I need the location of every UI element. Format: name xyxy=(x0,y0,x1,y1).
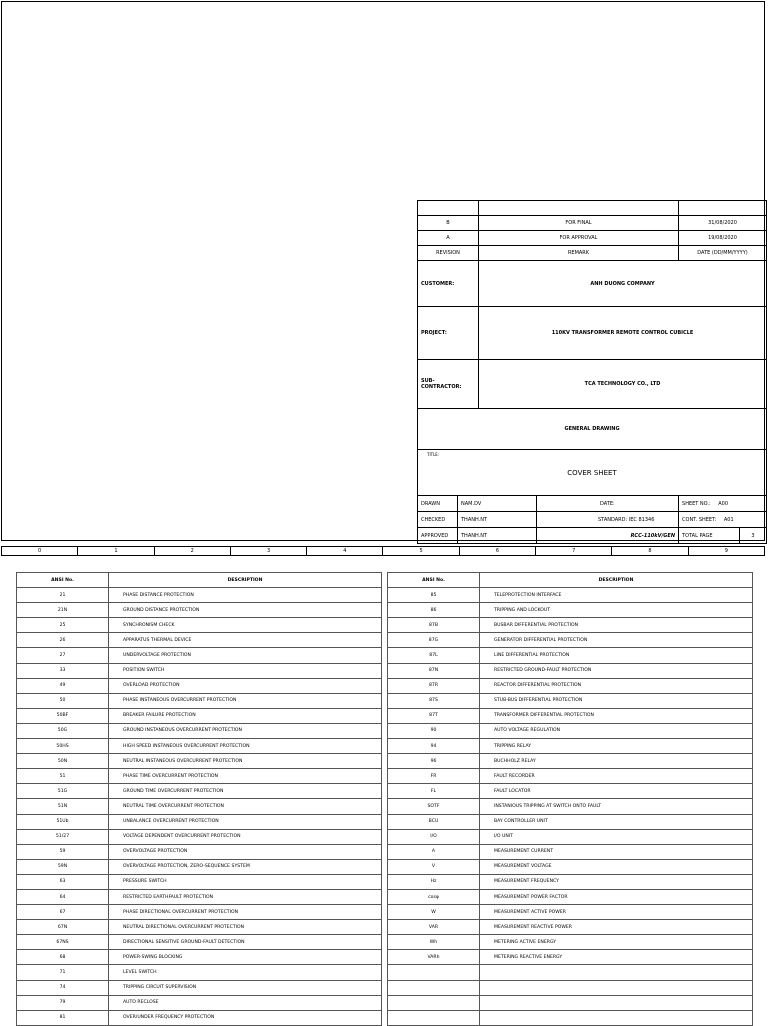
table-row xyxy=(17,708,382,723)
table-row xyxy=(388,1010,753,1025)
ansi-description: MEASUREMENT FREQUENCY xyxy=(480,874,753,889)
sheet-no: SHEET NO.: A00 xyxy=(679,496,767,512)
table-row xyxy=(17,588,382,603)
ansi-code: 68 xyxy=(17,950,109,965)
drawn-name: NAM.DV xyxy=(458,496,537,512)
ansi-code: 87G xyxy=(388,633,480,648)
ansi-code: Wh xyxy=(388,935,480,950)
drawing-title: COVER SHEET xyxy=(567,468,617,477)
revision-row xyxy=(418,201,767,216)
table-row xyxy=(388,889,753,904)
ansi-code: 67N xyxy=(17,920,109,935)
ansi-description xyxy=(480,1010,753,1025)
ruler-cell: 5 xyxy=(383,547,459,556)
ansi-code xyxy=(388,1010,480,1025)
ansi-description: UNDERVOLTAGE PROTECTION xyxy=(109,648,382,663)
table-row xyxy=(388,723,753,738)
ansi-description: OVERVOLTAGE PROTECTION, ZERO-SEQUENCE SYSTEM xyxy=(109,859,382,874)
ansi-code: 87R xyxy=(388,678,480,693)
customer-label: CUSTOMER: xyxy=(418,261,479,307)
ruler-cell: 4 xyxy=(307,547,383,556)
table-row xyxy=(388,874,753,889)
revision-row xyxy=(418,216,767,231)
drawing-code: RCC-110kV/GEN xyxy=(537,528,679,544)
revision-row xyxy=(418,231,767,246)
table-row xyxy=(17,950,382,965)
ansi-description: LEVEL SWITCH xyxy=(109,965,382,980)
ansi-description xyxy=(480,995,753,1010)
ansi-description: PHASE DISTANCE PROTECTION xyxy=(109,588,382,603)
table-row xyxy=(388,739,753,754)
ansi-code: SOTF xyxy=(388,799,480,814)
table-row xyxy=(17,693,382,708)
table-row xyxy=(388,935,753,950)
subcontractor-name: TCA TECHNOLOGY CO., LTD xyxy=(479,360,767,409)
table-row xyxy=(17,965,382,980)
ansi-description: OVER/UNDER FREQUENCY PROTECTION xyxy=(109,1010,382,1025)
ansi-code: 85 xyxy=(388,588,480,603)
ansi-description: BUCHHOLZ RELAY xyxy=(480,754,753,769)
ansi-code: 59N xyxy=(17,859,109,874)
ansi-code: VAR xyxy=(388,920,480,935)
table-row xyxy=(388,663,753,678)
ansi-code: 33 xyxy=(17,663,109,678)
ansi-table-left xyxy=(16,572,382,1026)
ansi-description: TRANSFORMER DIFFERENTIAL PROTECTION xyxy=(480,708,753,723)
revision-header-row xyxy=(418,246,767,261)
total-page-value: 3 xyxy=(740,528,767,544)
ansi-code: Hz xyxy=(388,874,480,889)
ansi-description: PHASE DIRECTIONAL OVERCURRENT PROTECTION xyxy=(109,905,382,920)
table-row xyxy=(17,723,382,738)
table-row xyxy=(17,618,382,633)
table-row xyxy=(17,648,382,663)
ansi-code: 51/27 xyxy=(17,829,109,844)
ansi-code: 50 xyxy=(17,693,109,708)
ansi-description: AUTO VOLTAGE REGULATION xyxy=(480,723,753,738)
table-row xyxy=(388,784,753,799)
ansi-description: PRESSURE SWITCH xyxy=(109,874,382,889)
ansi-code: 74 xyxy=(17,980,109,995)
ansi-code: 50HS xyxy=(17,739,109,754)
ansi-code: 87N xyxy=(388,663,480,678)
ansi-code: W xyxy=(388,905,480,920)
ansi-description xyxy=(480,965,753,980)
table-row xyxy=(17,663,382,678)
table-row xyxy=(17,905,382,920)
ansi-description: TELEPROTECTION INTERFACE xyxy=(480,588,753,603)
ansi-description: GENERATOR DIFFERENTIAL PROTECTION xyxy=(480,633,753,648)
table-header-row xyxy=(388,573,753,588)
ansi-code: 86 xyxy=(388,603,480,618)
table-row xyxy=(388,588,753,603)
ansi-code: cosφ xyxy=(388,889,480,904)
ansi-description: TRIPPING RELAY xyxy=(480,739,753,754)
ruler-cell: 8 xyxy=(612,547,688,556)
ansi-code: 21 xyxy=(17,588,109,603)
ansi-description: PHASE INSTANEOUS OVERCURRENT PROTECTION xyxy=(109,693,382,708)
ansi-description: MEASUREMENT POWER FACTOR xyxy=(480,889,753,904)
ansi-code: 50G xyxy=(17,723,109,738)
table-row xyxy=(17,844,382,859)
table-row xyxy=(388,603,753,618)
ansi-code: 87L xyxy=(388,648,480,663)
ansi-code: 51N xyxy=(17,799,109,814)
table-header-row xyxy=(17,573,382,588)
table-row xyxy=(17,920,382,935)
ansi-code: 90 xyxy=(388,723,480,738)
table-row xyxy=(388,995,753,1010)
table-row xyxy=(17,980,382,995)
ansi-code: 96 xyxy=(388,754,480,769)
ansi-code: V xyxy=(388,859,480,874)
table-row xyxy=(17,754,382,769)
ansi-description: RESTRICTED GROUND-FAULT PROTECTION xyxy=(480,663,753,678)
ansi-description: NEUTRAL TIME OVERCURRENT PROTECTION xyxy=(109,799,382,814)
subcontractor-label: SUB- CONTRACTOR: xyxy=(418,360,479,409)
table-row xyxy=(17,739,382,754)
table-row xyxy=(17,889,382,904)
ansi-description: POSITION SWITCH xyxy=(109,663,382,678)
revision-remark: FOR FINAL xyxy=(479,216,679,231)
ansi-description: MEASUREMENT CURRENT xyxy=(480,844,753,859)
ansi-code: 59 xyxy=(17,844,109,859)
ansi-description: GROUND DISTANCE PROTECTION xyxy=(109,603,382,618)
ansi-code: 26 xyxy=(17,633,109,648)
ansi-description: POWER-SWING BLOCKING xyxy=(109,950,382,965)
table-row xyxy=(17,1010,382,1025)
revision-code: B xyxy=(418,216,479,231)
ansi-code: 79 xyxy=(17,995,109,1010)
revision-header: REVISION xyxy=(418,246,479,261)
ansi-code: FL xyxy=(388,784,480,799)
table-row xyxy=(17,799,382,814)
ansi-description: METERING ACTIVE ENERGY xyxy=(480,935,753,950)
revision-date: 31/08/2020 xyxy=(679,216,767,231)
table-row xyxy=(388,769,753,784)
table-row xyxy=(388,980,753,995)
ansi-code: 87B xyxy=(388,618,480,633)
ansi-description: BREAKER FAILURE PROTECTION xyxy=(109,708,382,723)
ansi-table-right xyxy=(387,572,753,1026)
ruler-cell: 1 xyxy=(78,547,154,556)
ansi-description: MEASUREMENT REACTIVE POWER xyxy=(480,920,753,935)
ansi-description: GROUND TIME OVERCURRENT PROTECTION xyxy=(109,784,382,799)
ansi-code: 51Ub xyxy=(17,814,109,829)
ansi-description: OVERVOLTAGE PROTECTION xyxy=(109,844,382,859)
total-page-label: TOTAL PAGE xyxy=(679,528,740,544)
title-block xyxy=(417,200,767,544)
table-row xyxy=(388,618,753,633)
table-row xyxy=(17,769,382,784)
table-row xyxy=(17,603,382,618)
drawing-type: GENERAL DRAWING xyxy=(418,409,767,450)
ansi-code: BCU xyxy=(388,814,480,829)
ansi-description: OVERLOAD PROTECTION xyxy=(109,678,382,693)
ansi-code: 63 xyxy=(17,874,109,889)
table-row xyxy=(388,708,753,723)
table-row xyxy=(388,829,753,844)
ansi-code xyxy=(388,995,480,1010)
ansi-code: A xyxy=(388,844,480,859)
ansi-code: 51G xyxy=(17,784,109,799)
ansi-code xyxy=(388,980,480,995)
revision-remark xyxy=(479,201,679,216)
ansi-description: AUTO RECLOSE xyxy=(109,995,382,1010)
table-row xyxy=(17,633,382,648)
ansi-code: 51 xyxy=(17,769,109,784)
table-row xyxy=(17,995,382,1010)
drawn-label: DRAWN xyxy=(418,496,458,512)
table-row xyxy=(388,678,753,693)
revision-date: 19/08/2020 xyxy=(679,231,767,246)
description-header: DESCRIPTION xyxy=(109,573,382,588)
ansi-description: STUB-BUS DIFFERENTIAL PROTECTION xyxy=(480,693,753,708)
ansi-code: VARh xyxy=(388,950,480,965)
table-row xyxy=(17,874,382,889)
ansi-description: MEASUREMENT ACTIVE POWER xyxy=(480,905,753,920)
revision-code xyxy=(418,201,479,216)
ansi-description: NEUTRAL DIRECTIONAL OVERCURRENT PROTECTION xyxy=(109,920,382,935)
ansi-description: INSTANIOUS TRIPPING AT SWITCH ONTO FAULT xyxy=(480,799,753,814)
ansi-code: 67 xyxy=(17,905,109,920)
ansi-description: LINE DIFFERENTIAL PROTECTION xyxy=(480,648,753,663)
ansi-code: I/O xyxy=(388,829,480,844)
date-header: DATE (DD/MM/YYYY) xyxy=(679,246,767,261)
ruler-cell: 9 xyxy=(688,547,764,556)
project-label: PROJECT: xyxy=(418,307,479,360)
table-row xyxy=(17,935,382,950)
ansi-code: 64 xyxy=(17,889,109,904)
revision-remark: FOR APPROVAL xyxy=(479,231,679,246)
ruler-cell: 6 xyxy=(459,547,535,556)
ansi-description: HIGH SPEED INSTANEOUS OVERCURRENT PROTECTION xyxy=(109,739,382,754)
ansi-description: MEASUREMENT VOLTAGE xyxy=(480,859,753,874)
cont-sheet: CONT. SHEET: A01 xyxy=(679,512,767,528)
ansi-description: FAULT LOCATOR xyxy=(480,784,753,799)
date-label: DATE: xyxy=(537,496,679,512)
ansi-description: REACTOR DIFFERENTIAL PROTECTION xyxy=(480,678,753,693)
ansi-description: VOLTAGE DEPENDENT OVERCURRENT PROTECTION xyxy=(109,829,382,844)
ansi-description: PHASE TIME OVERCURRENT PROTECTION xyxy=(109,769,382,784)
table-row xyxy=(388,920,753,935)
ansi-code: 81 xyxy=(17,1010,109,1025)
ansi-description: SYNCHRONISM CHECK xyxy=(109,618,382,633)
table-row xyxy=(388,859,753,874)
title-label: TITLE: xyxy=(427,452,440,457)
ansi-no-header: ANSI No. xyxy=(388,573,480,588)
ansi-description: NEUTRAL INSTANEOUS OVERCURRENT PROTECTION xyxy=(109,754,382,769)
ansi-description xyxy=(480,980,753,995)
table-row xyxy=(388,799,753,814)
table-row xyxy=(17,784,382,799)
table-row xyxy=(388,844,753,859)
ansi-description: FAULT RECORDER xyxy=(480,769,753,784)
standard: STANDARD: IEC 81346 xyxy=(537,512,679,528)
table-row xyxy=(17,829,382,844)
table-row xyxy=(17,678,382,693)
ruler-cell: 7 xyxy=(536,547,612,556)
project-name: 110KV TRANSFORMER REMOTE CONTROL CUBICLE xyxy=(479,307,767,360)
checked-name: THANH.NT xyxy=(458,512,537,528)
ansi-code: 87S xyxy=(388,693,480,708)
ansi-description: BUSBAR DIFFERENTIAL PROTECTION xyxy=(480,618,753,633)
ansi-code: 49 xyxy=(17,678,109,693)
remark-header: REMARK xyxy=(479,246,679,261)
ansi-code: 27 xyxy=(17,648,109,663)
ruler-cell: 2 xyxy=(154,547,230,556)
table-row xyxy=(388,754,753,769)
table-row xyxy=(17,814,382,829)
ansi-description: DIRECTIONAL SENSITIVE GROUND-FAULT DETECTION xyxy=(109,935,382,950)
ansi-code: 94 xyxy=(388,739,480,754)
ansi-code: 67NS xyxy=(17,935,109,950)
ruler-cell: 3 xyxy=(230,547,306,556)
table-row xyxy=(388,814,753,829)
grid-ruler xyxy=(1,546,765,556)
ansi-description: TRIPPING CIRCUIT SUPERVISION xyxy=(109,980,382,995)
ansi-description: UNBALANCE OVERCURRENT PROTECTION xyxy=(109,814,382,829)
table-row xyxy=(17,859,382,874)
approved-name: THANH.NT xyxy=(458,528,537,544)
table-row xyxy=(388,648,753,663)
ansi-description: I/O UNIT xyxy=(480,829,753,844)
customer-name: ANH DUONG COMPANY xyxy=(479,261,767,307)
ansi-description: APPARATUS THERMAL DEVICE xyxy=(109,633,382,648)
ansi-code: FR xyxy=(388,769,480,784)
ansi-description: GROUND INSTANEOUS OVERCURRENT PROTECTION xyxy=(109,723,382,738)
ansi-code: 50BF xyxy=(17,708,109,723)
ansi-description: METERING REACTIVE ENERGY xyxy=(480,950,753,965)
approved-label: APPROVED xyxy=(418,528,458,544)
ansi-description: BAY CONTROLLER UNIT xyxy=(480,814,753,829)
description-header: DESCRIPTION xyxy=(480,573,753,588)
ansi-code xyxy=(388,965,480,980)
ansi-no-header: ANSI No. xyxy=(17,573,109,588)
table-row xyxy=(388,633,753,648)
revision-code: A xyxy=(418,231,479,246)
revision-date xyxy=(679,201,767,216)
ansi-description: TRIPPING AND LOCKOUT xyxy=(480,603,753,618)
ruler-cell: 0 xyxy=(2,547,78,556)
ansi-code: 50N xyxy=(17,754,109,769)
table-row xyxy=(388,905,753,920)
ansi-code: 87T xyxy=(388,708,480,723)
checked-label: CHECKED xyxy=(418,512,458,528)
ansi-code: 25 xyxy=(17,618,109,633)
table-row xyxy=(388,693,753,708)
table-row xyxy=(388,950,753,965)
ansi-code: 21N xyxy=(17,603,109,618)
ansi-code: 71 xyxy=(17,965,109,980)
table-row xyxy=(388,965,753,980)
ansi-description: RESTRICTED EARTHFAULT PROTECTION xyxy=(109,889,382,904)
